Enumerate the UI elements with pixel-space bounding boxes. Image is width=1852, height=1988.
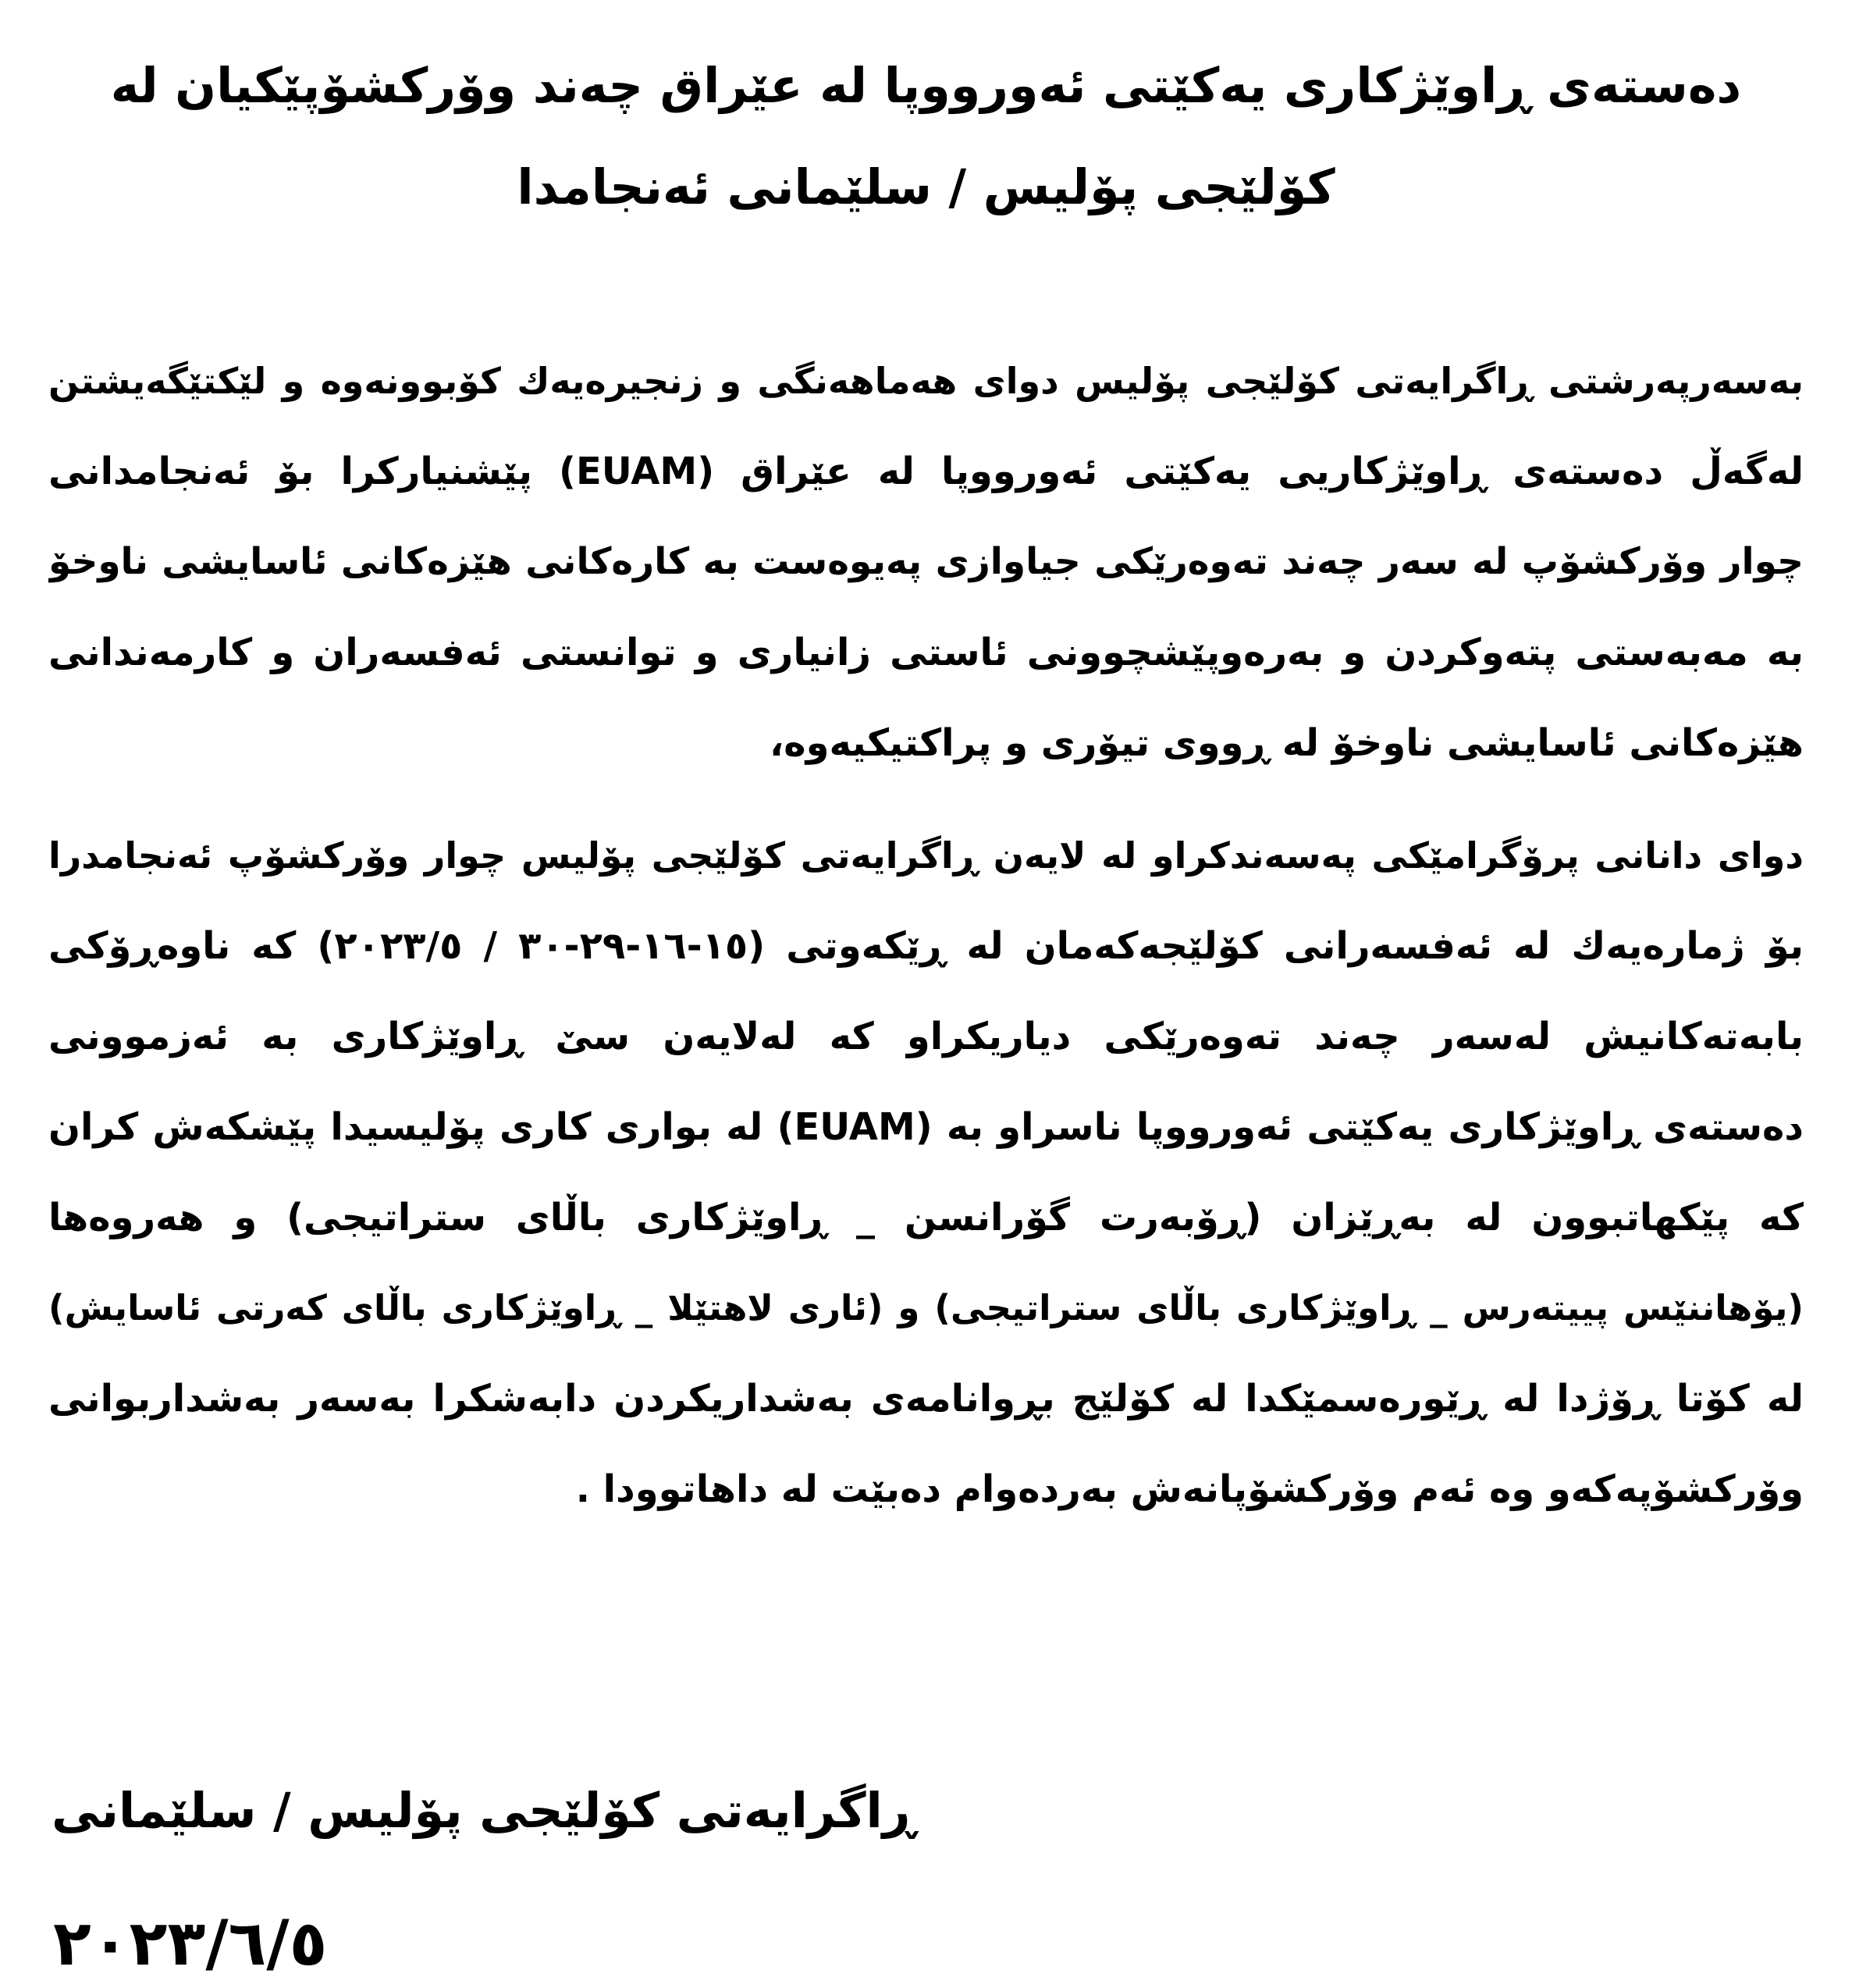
paragraph-1 — [48, 336, 1804, 788]
document-title — [47, 35, 1805, 238]
paragraph-2-line-2: بۆ ژمارەیەك لە ئەفسەرانی کۆلێجەکەمان لە ڕێکەوتی (١٥-١٦-٢٩-٣٠ / ٢٠٢٣/٥) کە ناوەڕۆکی — [48, 924, 1804, 968]
paragraph-2-line-5: کە پێکهاتبوون لە بەڕێزان (ڕۆبەرت گۆرانسن _ ڕاوێژکاری باڵای ستراتیجی) و هەروەها — [48, 1196, 1804, 1239]
paragraph-2-line-4: دەستەی ڕاوێژکاری یەکێتی ئەورووپا ناسراو بە (EUAM) لە بواری کاری پۆلیسیدا پێشکەش کران — [48, 1105, 1804, 1149]
paragraph-1-line-4: بە مەبەستی پتەوکردن و بەرەوپێشچوونی ئاستی زانیاری و توانستی ئەفسەران و کارمەندانی — [48, 631, 1804, 674]
title-line-1: دەستەی ڕاوێژکاری یەکێتی ئەورووپا لە عێراق چەند وۆرکشۆپێکیان لە — [110, 57, 1742, 114]
paragraph-2-line-8: وۆرکشۆپەکەو وە ئەم وۆرکشۆپانەش بەردەوام دەبێت لە داهاتوودا . — [575, 1467, 1804, 1511]
paragraph-1-line-3: چوار وۆرکشۆپ لە سەر چەند تەوەرێکی جیاوازی پەیوەست بە کارەکانی هێزەکانی ئاسایشی ناوخۆ — [48, 540, 1804, 583]
signature: ڕاگرایەتی کۆلێجی پۆلیس / سلێمانی — [52, 1782, 915, 1839]
paragraph-2 — [48, 810, 1804, 1535]
title-line-2: کۆلێجی پۆلیس / سلێمانی ئەنجامدا — [517, 158, 1335, 215]
paragraph-1-line-2: لەگەڵ دەستەی ڕاوێژکاریی یەکێتی ئەورووپا لە عێراق (EUAM) پێشنیارکرا بۆ ئەنجامدانی — [48, 450, 1804, 493]
paragraph-2-line-1: دوای دانانی پرۆگرامێکی پەسەندکراو لە لایەن ڕاگرایەتی کۆلێجی پۆلیس چوار وۆرکشۆپ ئەنجامدرا — [48, 834, 1804, 877]
paragraph-2-line-7: لە کۆتا ڕۆژدا لە ڕێورەسمێکدا لە کۆلێج بڕوانامەی بەشداریکردن دابەشکرا بەسەر بەشداربوانی — [48, 1377, 1804, 1421]
paragraph-2-line-3: بابەتەکانیش لەسەر چەند تەوەرێکی دیاریکراو کە لەلایەن سێ ڕاوێژکاری بە ئەزموونی — [48, 1015, 1804, 1058]
document-date: ٢٠٢٣/٦/٥ — [53, 1907, 328, 1979]
paragraph-2-line-6: (یۆهاننێس پییتەرس _ ڕاوێژکاری باڵای ستراتیجی) و (ئاری لاهتێلا _ ڕاوێژکاری باڵای کەرتی ئاسایش) — [48, 1287, 1804, 1328]
paragraph-1-line-5: هێزەکانی ئاسایشی ناوخۆ لە ڕووی تیۆری و پراکتیکیەوە، — [770, 721, 1804, 765]
paragraph-1-line-1: بەسەرپەرشتی ڕاگرایەتی کۆلێجی پۆلیس دوای هەماهەنگی و زنجیرەیەك کۆبوونەوە و لێکتێگەیشتن — [48, 360, 1804, 402]
document-body — [48, 336, 1804, 1556]
